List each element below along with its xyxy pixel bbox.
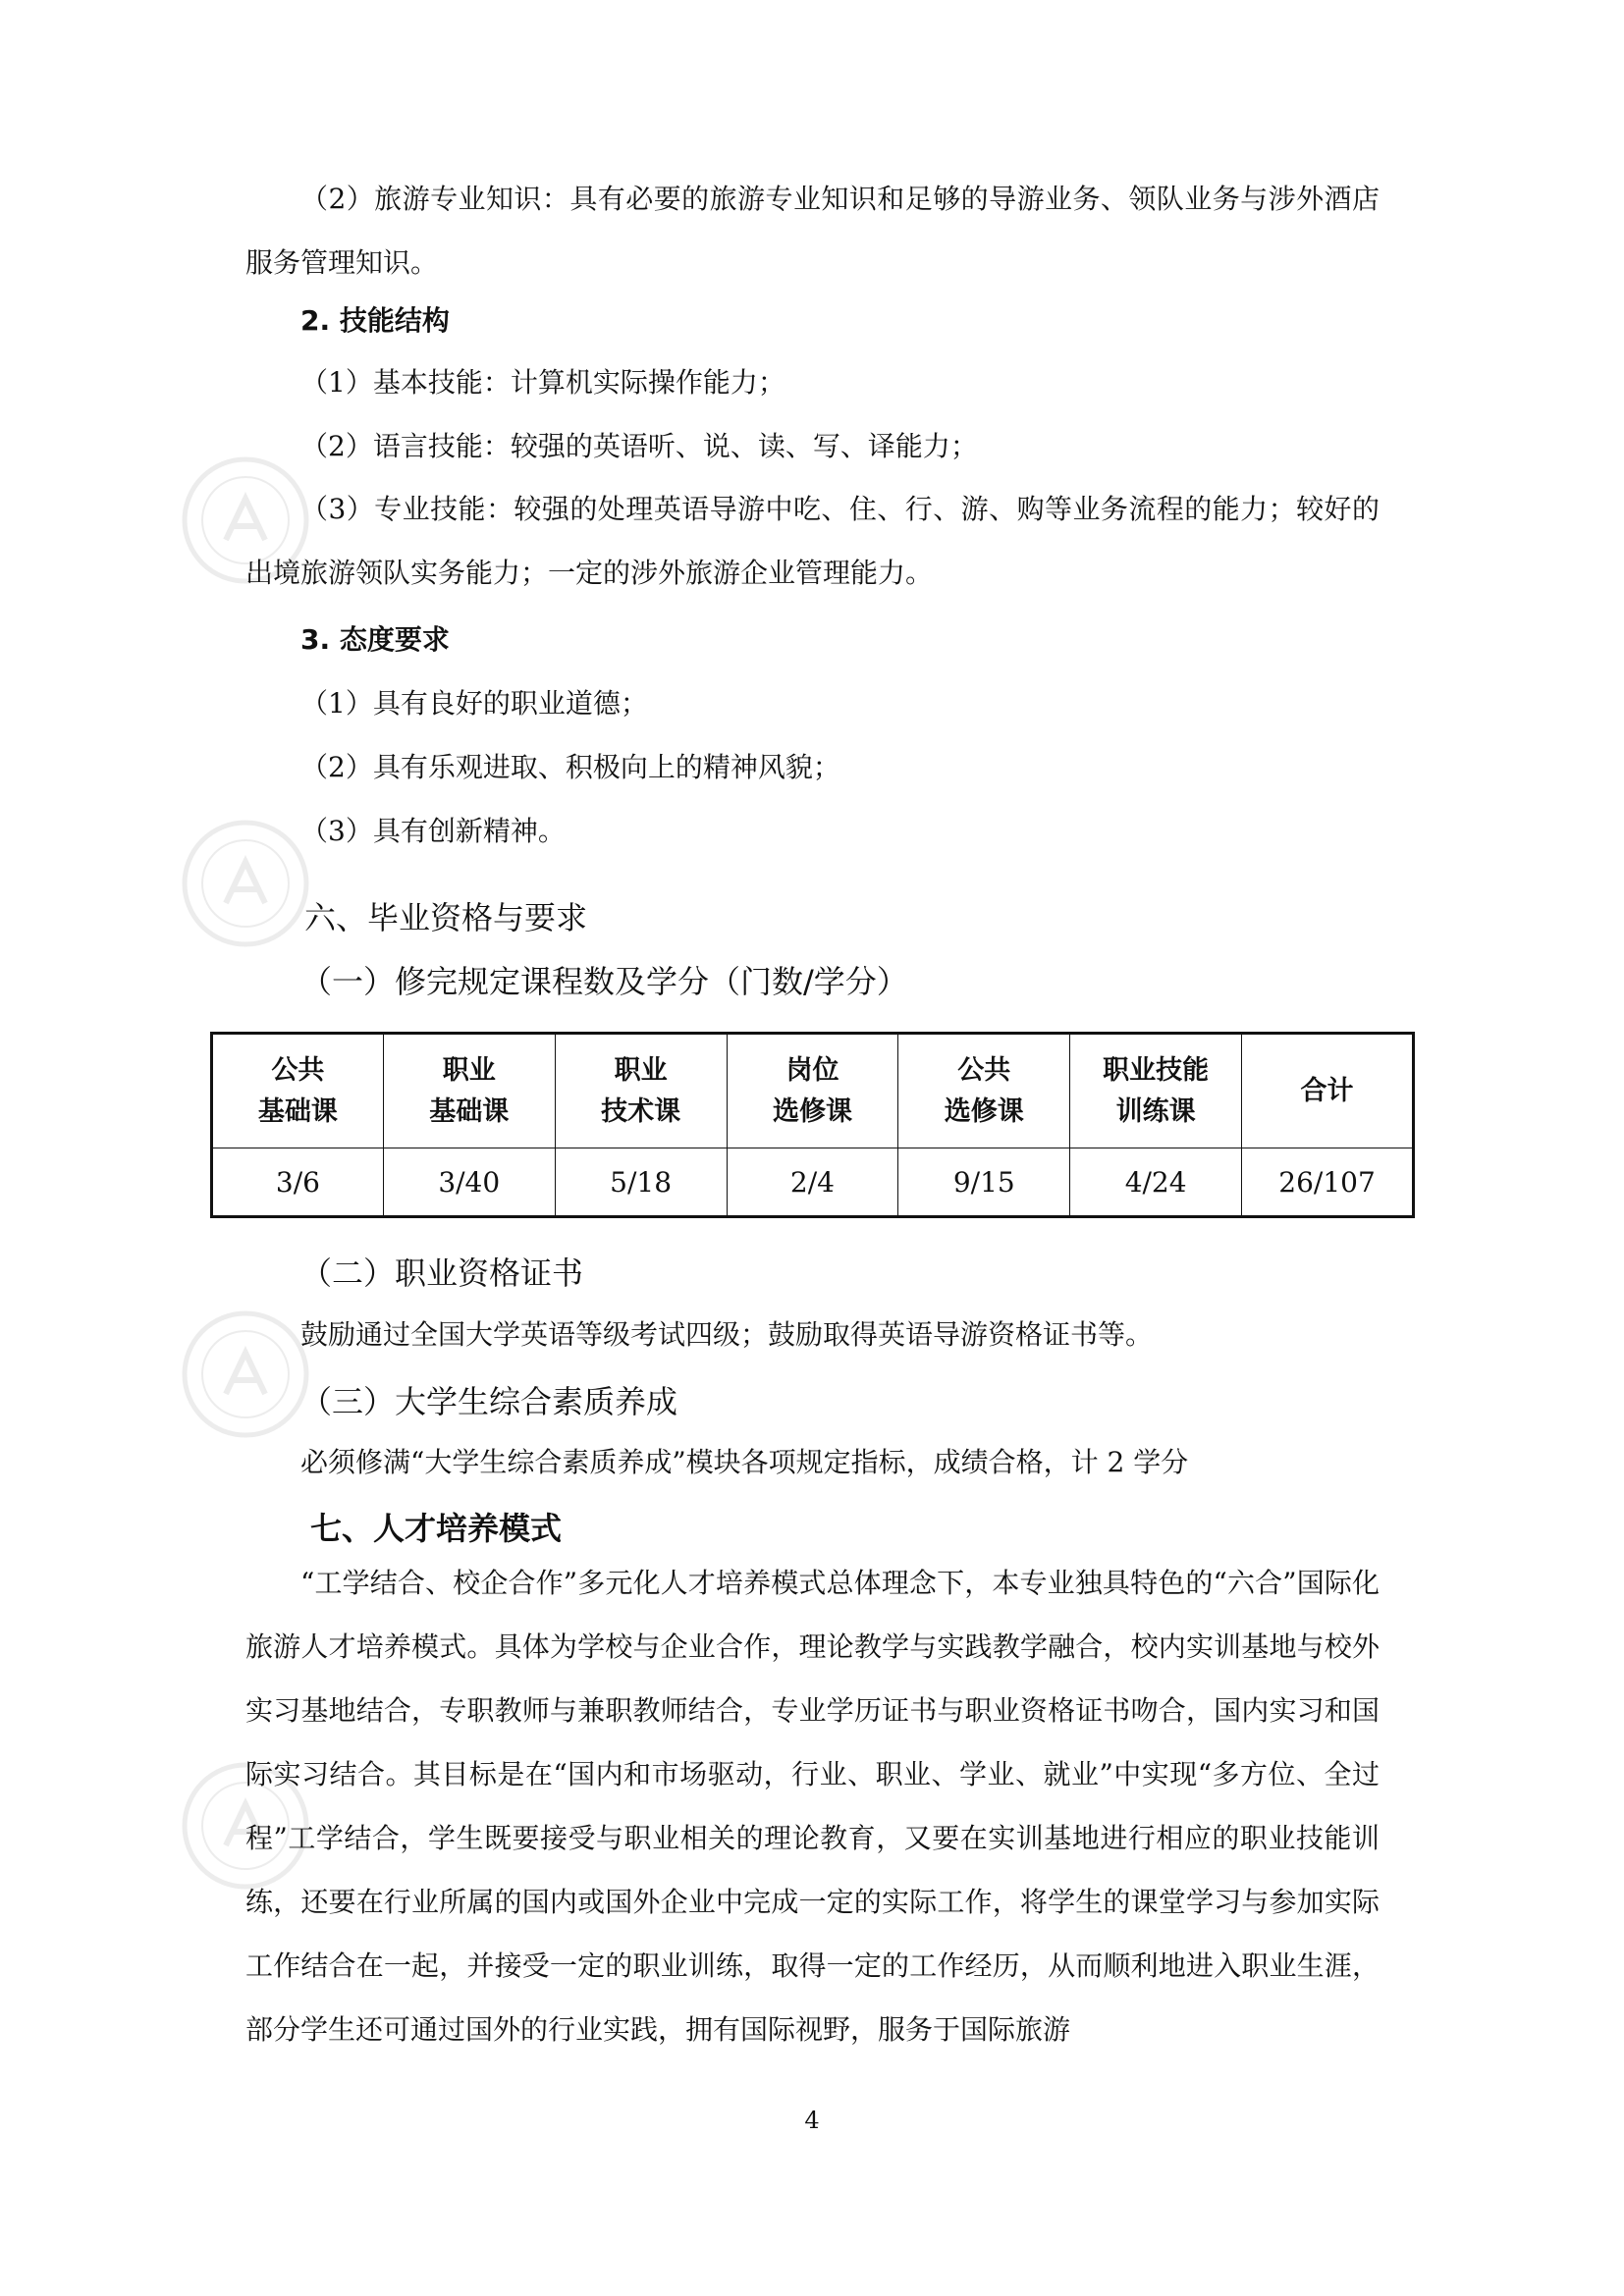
table-row: [212, 1148, 1414, 1217]
credits-table: [210, 1032, 1415, 1218]
knowledge-paragraph: （2）旅游专业知识：具有必要的旅游专业知识和足够的导游业务、领队业务与涉外酒店服务管理知识。: [245, 183, 1380, 279]
watermark-middle-left: [185, 823, 306, 944]
table-header-cell: 职业技能 训练课: [1070, 1034, 1242, 1148]
skills-heading: 2. 技能结构: [300, 304, 450, 337]
table-header-cell: 职业 技术课: [555, 1034, 727, 1148]
table-header-cell: 合计: [1242, 1034, 1414, 1148]
table-header-row: [212, 1034, 1414, 1148]
attitude-item-2: （2）具有乐观进取、积极向上的精神风貌；: [300, 751, 840, 783]
table-header-cell: 公共 基础课: [212, 1034, 384, 1148]
table-cell: 5/18: [555, 1148, 727, 1217]
watermark-lower-left: [185, 1313, 306, 1435]
table-header-cell: 公共 选修课: [898, 1034, 1070, 1148]
section-6-sub3-text: 必须修满“大学生综合素质养成”模块各项规定指标，成绩合格，计 2 学分: [300, 1446, 1189, 1478]
attitude-item-1: （1）具有良好的职业道德；: [300, 687, 648, 720]
table-cell: 4/24: [1070, 1148, 1242, 1217]
section-6-title: 六、毕业资格与要求: [304, 899, 588, 936]
table-header-cell: 岗位 选修课: [727, 1034, 898, 1148]
section-6-sub1: （一）修完规定课程数及学分（门数/学分）: [300, 963, 908, 1000]
attitude-item-3: （3）具有创新精神。: [300, 815, 566, 847]
attitude-heading: 3. 态度要求: [300, 623, 450, 656]
skill-item-1: （1）基本技能：计算机实际操作能力；: [300, 366, 785, 399]
table-cell: 3/40: [383, 1148, 555, 1217]
table-cell: 26/107: [1242, 1148, 1414, 1217]
section-7-paragraph: “工学结合、校企合作”多元化人才培养模式总体理念下，本专业独具特色的“六合”国际化旅游人才培养模式。具体为学校与企业合作，理论教学与实践教学融合，校内实训基地与校外实习基地结合，专职教师与兼职教师结合，专业学历证书与职业资格证书吻合，国内实习和国际实习结合。其目标是在“国内和市场驱动，行业、职业、学业、就业”中实现“多方位、全过程”工学结合，学生既要接受与职业相关的理论教育，又要在实训基地进行相应的职业技能训练，还要在行业所属的国内或国外企业中完成一定的实际工作，将学生的课堂学习与参加实际工作结合在一起，并接受一定的职业训练，取得一定的工作经历，从而顺利地进入职业生涯，部分学生还可通过国外的行业实践，拥有国际视野，服务于国际旅游: [245, 1567, 1380, 2046]
skill-item-2: （2）语言技能：较强的英语听、说、读、写、译能力；: [300, 430, 978, 462]
section-6-sub3: （三）大学生综合素质养成: [300, 1383, 678, 1420]
page-number: 4: [804, 2107, 820, 2134]
section-7-title: 七、人才培养模式: [310, 1510, 563, 1547]
section-6-sub2: （二）职业资格证书: [300, 1255, 584, 1292]
section-6-sub2-text: 鼓励通过全国大学英语等级考试四级；鼓励取得英语导游资格证书等。: [300, 1318, 1154, 1351]
table-cell: 2/4: [727, 1148, 898, 1217]
table-cell: 9/15: [898, 1148, 1070, 1217]
skill-item-3: （3）专业技能：较强的处理英语导游中吃、住、行、游、购等业务流程的能力；较好的出境旅游领队实务能力；一定的涉外旅游企业管理能力。: [245, 493, 1380, 589]
table-cell: 3/6: [212, 1148, 384, 1217]
table-header-cell: 职业 基础课: [383, 1034, 555, 1148]
